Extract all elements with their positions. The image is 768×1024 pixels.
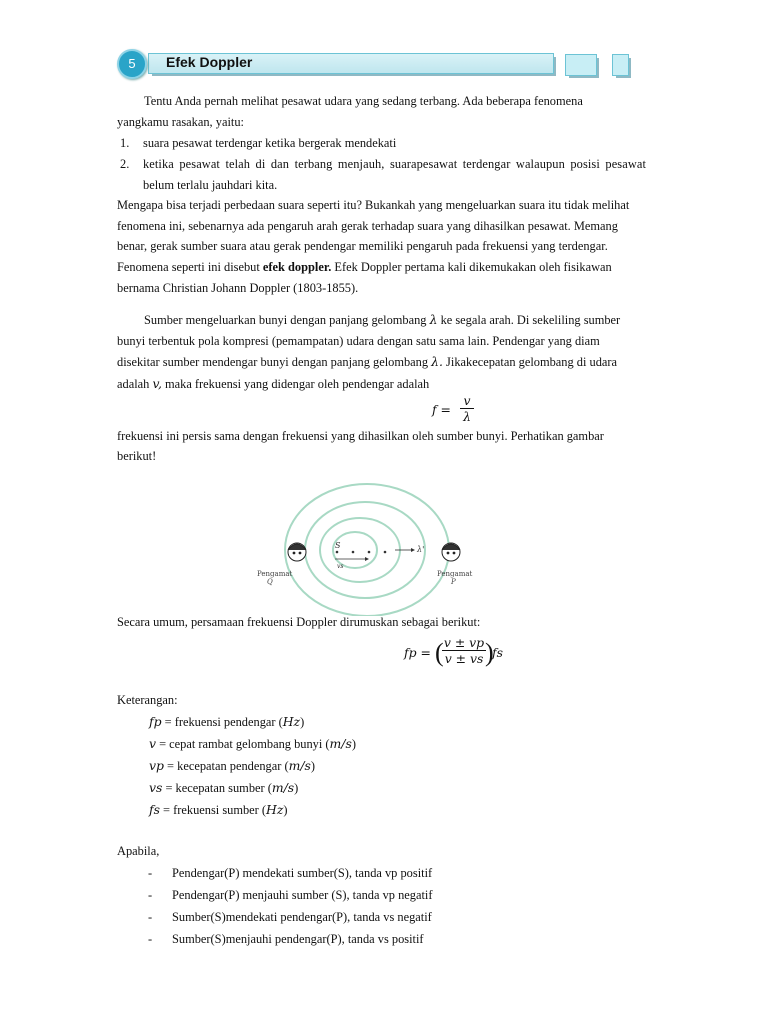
keterangan-item-vs-close: ) (294, 781, 299, 795)
source-dot-3 (368, 551, 371, 554)
list-item-2-text-a: ketika pesawat telah di dan terbang menjauh, suarapesawat terdengar walaupun posisi pesawat (143, 157, 647, 171)
label-observer-p: Pengamat (437, 570, 473, 578)
unit-ms-3: m/s (271, 780, 295, 795)
para2-line-4-c: Efek Doppler pertama kali dikemukakan oleh fisikawan (331, 260, 612, 274)
source-dot-4 (384, 551, 387, 554)
source-line-1-a: Sumber mengeluarkan bunyi dengan panjang gelombang (144, 313, 430, 327)
label-vs: vs (337, 563, 344, 570)
source-line-3-a: disekitar sumber mendengar bunyi dengan panjang gelombang (117, 355, 432, 369)
unit-hz-2: Hz (266, 802, 284, 817)
para2-line-3: benar, gerak sumber suara atau gerak pendengar memiliki pengaruh pada frekuensi yang terdengar. (117, 239, 608, 253)
label-lambda-prime: λ' (417, 545, 425, 554)
list-item-2-number: 2. (120, 157, 130, 171)
source-line-5: frekuensi ini persis sama dengan frekuensi yang dihasilkan oleh sumber bunyi. Perhatikan gambar (117, 429, 604, 443)
apabila-dash-2: - (148, 888, 153, 902)
keterangan-item-vp-close: ) (310, 759, 316, 773)
source-dot-2 (352, 551, 355, 554)
keterangan-item-fp (149, 714, 304, 730)
apabila-item-4: Sumber(S)menjauhi pendengar(P), tanda vs positif (172, 932, 424, 946)
equation-2-lhs-text: fp = (404, 645, 431, 660)
equation-2-lhs (404, 645, 431, 661)
source-line-2: bunyi terbentuk pola kompresi (pemampatan) udara dengan satu sama lain. Pendengar yang diam (117, 334, 600, 348)
list-item-1-number: 1. (120, 136, 130, 150)
keterangan-item-vp-text: = kecepatan pendengar ( (163, 759, 289, 773)
apabila-item-3: Sumber(S)mendekati pendengar(P), tanda vs negatif (172, 910, 432, 924)
equation-1-lhs-text: f = (432, 402, 451, 417)
label-observer-p-letter: P (451, 578, 456, 586)
doppler-wave-figure (255, 472, 485, 616)
apabila-dash-1: - (148, 866, 153, 880)
source-line-3-c: Jikakecepatan gelombang di udara (442, 355, 618, 369)
lambda-arrow-head (411, 548, 415, 552)
equation-1-denominator: λ (463, 409, 471, 424)
sym-vp: vp (149, 758, 164, 773)
term-efek-doppler: efek doppler. (262, 260, 332, 274)
general-intro: Secara umum, persamaan frekuensi Doppler dirumuskan sebagai berikut: (117, 615, 481, 629)
header-square-1 (565, 54, 597, 76)
keterangan-item-vs-text: = kecepatan sumber ( (162, 781, 272, 795)
para2-line-1: Mengapa bisa terjadi perbedaan suara seperti itu? Bukankah yang mengeluarkan suara itu tidak melihat (117, 198, 630, 212)
chapter-title: Efek Doppler (166, 54, 253, 70)
keterangan-item-vs (149, 780, 298, 796)
equation-2-numerator: v ± vp (443, 635, 485, 650)
source-line-3 (117, 354, 617, 370)
keterangan-item-v-text: = cepat rambat gelombang bunyi ( (156, 737, 330, 751)
source-line-6: berikut! (117, 449, 157, 463)
source-line-4 (117, 376, 429, 392)
keterangan-item-fs-close: ) (283, 803, 288, 817)
para2-line-4-a: Fenomena seperti ini disebut (117, 260, 263, 274)
paren-close: ) (485, 638, 494, 667)
para2-line-2: fenomena ini, sebenarnya ada pengaruh arah gerak terhadap suara yang dihasilkan pesawat. Memang (117, 219, 618, 233)
velocity-symbol: v, (152, 376, 162, 391)
keterangan-item-fp-text: = frekuensi pendengar ( (161, 715, 283, 729)
vs-arrow-head (365, 557, 369, 561)
intro-line-1: Tentu Anda pernah melihat pesawat udara yang sedang terbang. Ada beberapa fenomena (144, 94, 583, 108)
equation-1-fraction (460, 394, 474, 423)
sym-fp: fp (149, 714, 162, 729)
intro-line-2: yangkamu rasakan, yaitu: (117, 115, 244, 129)
apabila-item-1: Pendengar(P) mendekati sumber(S), tanda vp positif (172, 866, 433, 880)
equation-2-rhs (492, 645, 503, 661)
keterangan-item-vp (149, 758, 315, 774)
observer-q-face (288, 543, 306, 561)
equation-1-numerator: v (463, 393, 471, 408)
list-item-2-text-b: belum terlalu jauhdari kita. (143, 178, 278, 192)
lambda-symbol-2: λ. (431, 354, 443, 369)
source-line-4-c: maka frekuensi yang didengar oleh pendengar adalah (161, 377, 430, 391)
apabila-item-2: Pendengar(P) menjauhi sumber (S), tanda vp negatif (172, 888, 433, 902)
observer-p-face (442, 543, 460, 561)
list-item-1-text: suara pesawat terdengar ketika bergerak mendekati (143, 136, 397, 150)
source-line-1 (144, 312, 620, 328)
equation-2-rhs-text: fs (492, 645, 503, 660)
sym-vs: vs (149, 780, 163, 795)
lambda-symbol: λ (429, 312, 438, 327)
equation-1-lhs (432, 402, 451, 418)
keterangan-item-v (149, 736, 356, 752)
apabila-dash-4: - (148, 932, 153, 946)
para2-line-4 (117, 259, 612, 275)
source-line-4-a: adalah (117, 377, 153, 391)
label-observer-q-letter: Q (267, 578, 273, 586)
unit-ms-2: m/s (288, 758, 311, 773)
paren-open: ( (435, 638, 444, 667)
source-dot-1 (336, 551, 339, 554)
keterangan-title: Keterangan: (117, 693, 178, 707)
unit-ms: m/s (329, 736, 352, 751)
chapter-number-badge: 5 (117, 49, 147, 79)
keterangan-item-fp-close: ) (300, 715, 305, 729)
para2-line-5: bernama Christian Johann Doppler (1803-1855). (117, 281, 359, 295)
source-line-1-c: ke segala arah. Di sekeliling sumber (437, 313, 621, 327)
sym-v: v (149, 736, 156, 751)
unit-hz: Hz (282, 714, 301, 729)
sym-fs: fs (149, 802, 160, 817)
header-square-2 (612, 54, 629, 76)
label-s: S (335, 541, 341, 550)
label-observer-q: Pengamat (257, 570, 293, 578)
keterangan-item-v-close: ) (351, 737, 356, 751)
apabila-dash-3: - (148, 910, 153, 924)
keterangan-item-fs-text: = frekuensi sumber ( (159, 803, 267, 817)
equation-2-fraction (442, 636, 486, 665)
equation-2-denominator: v ± vs (444, 651, 484, 666)
keterangan-item-fs (149, 802, 288, 818)
apabila-title: Apabila, (117, 844, 160, 858)
